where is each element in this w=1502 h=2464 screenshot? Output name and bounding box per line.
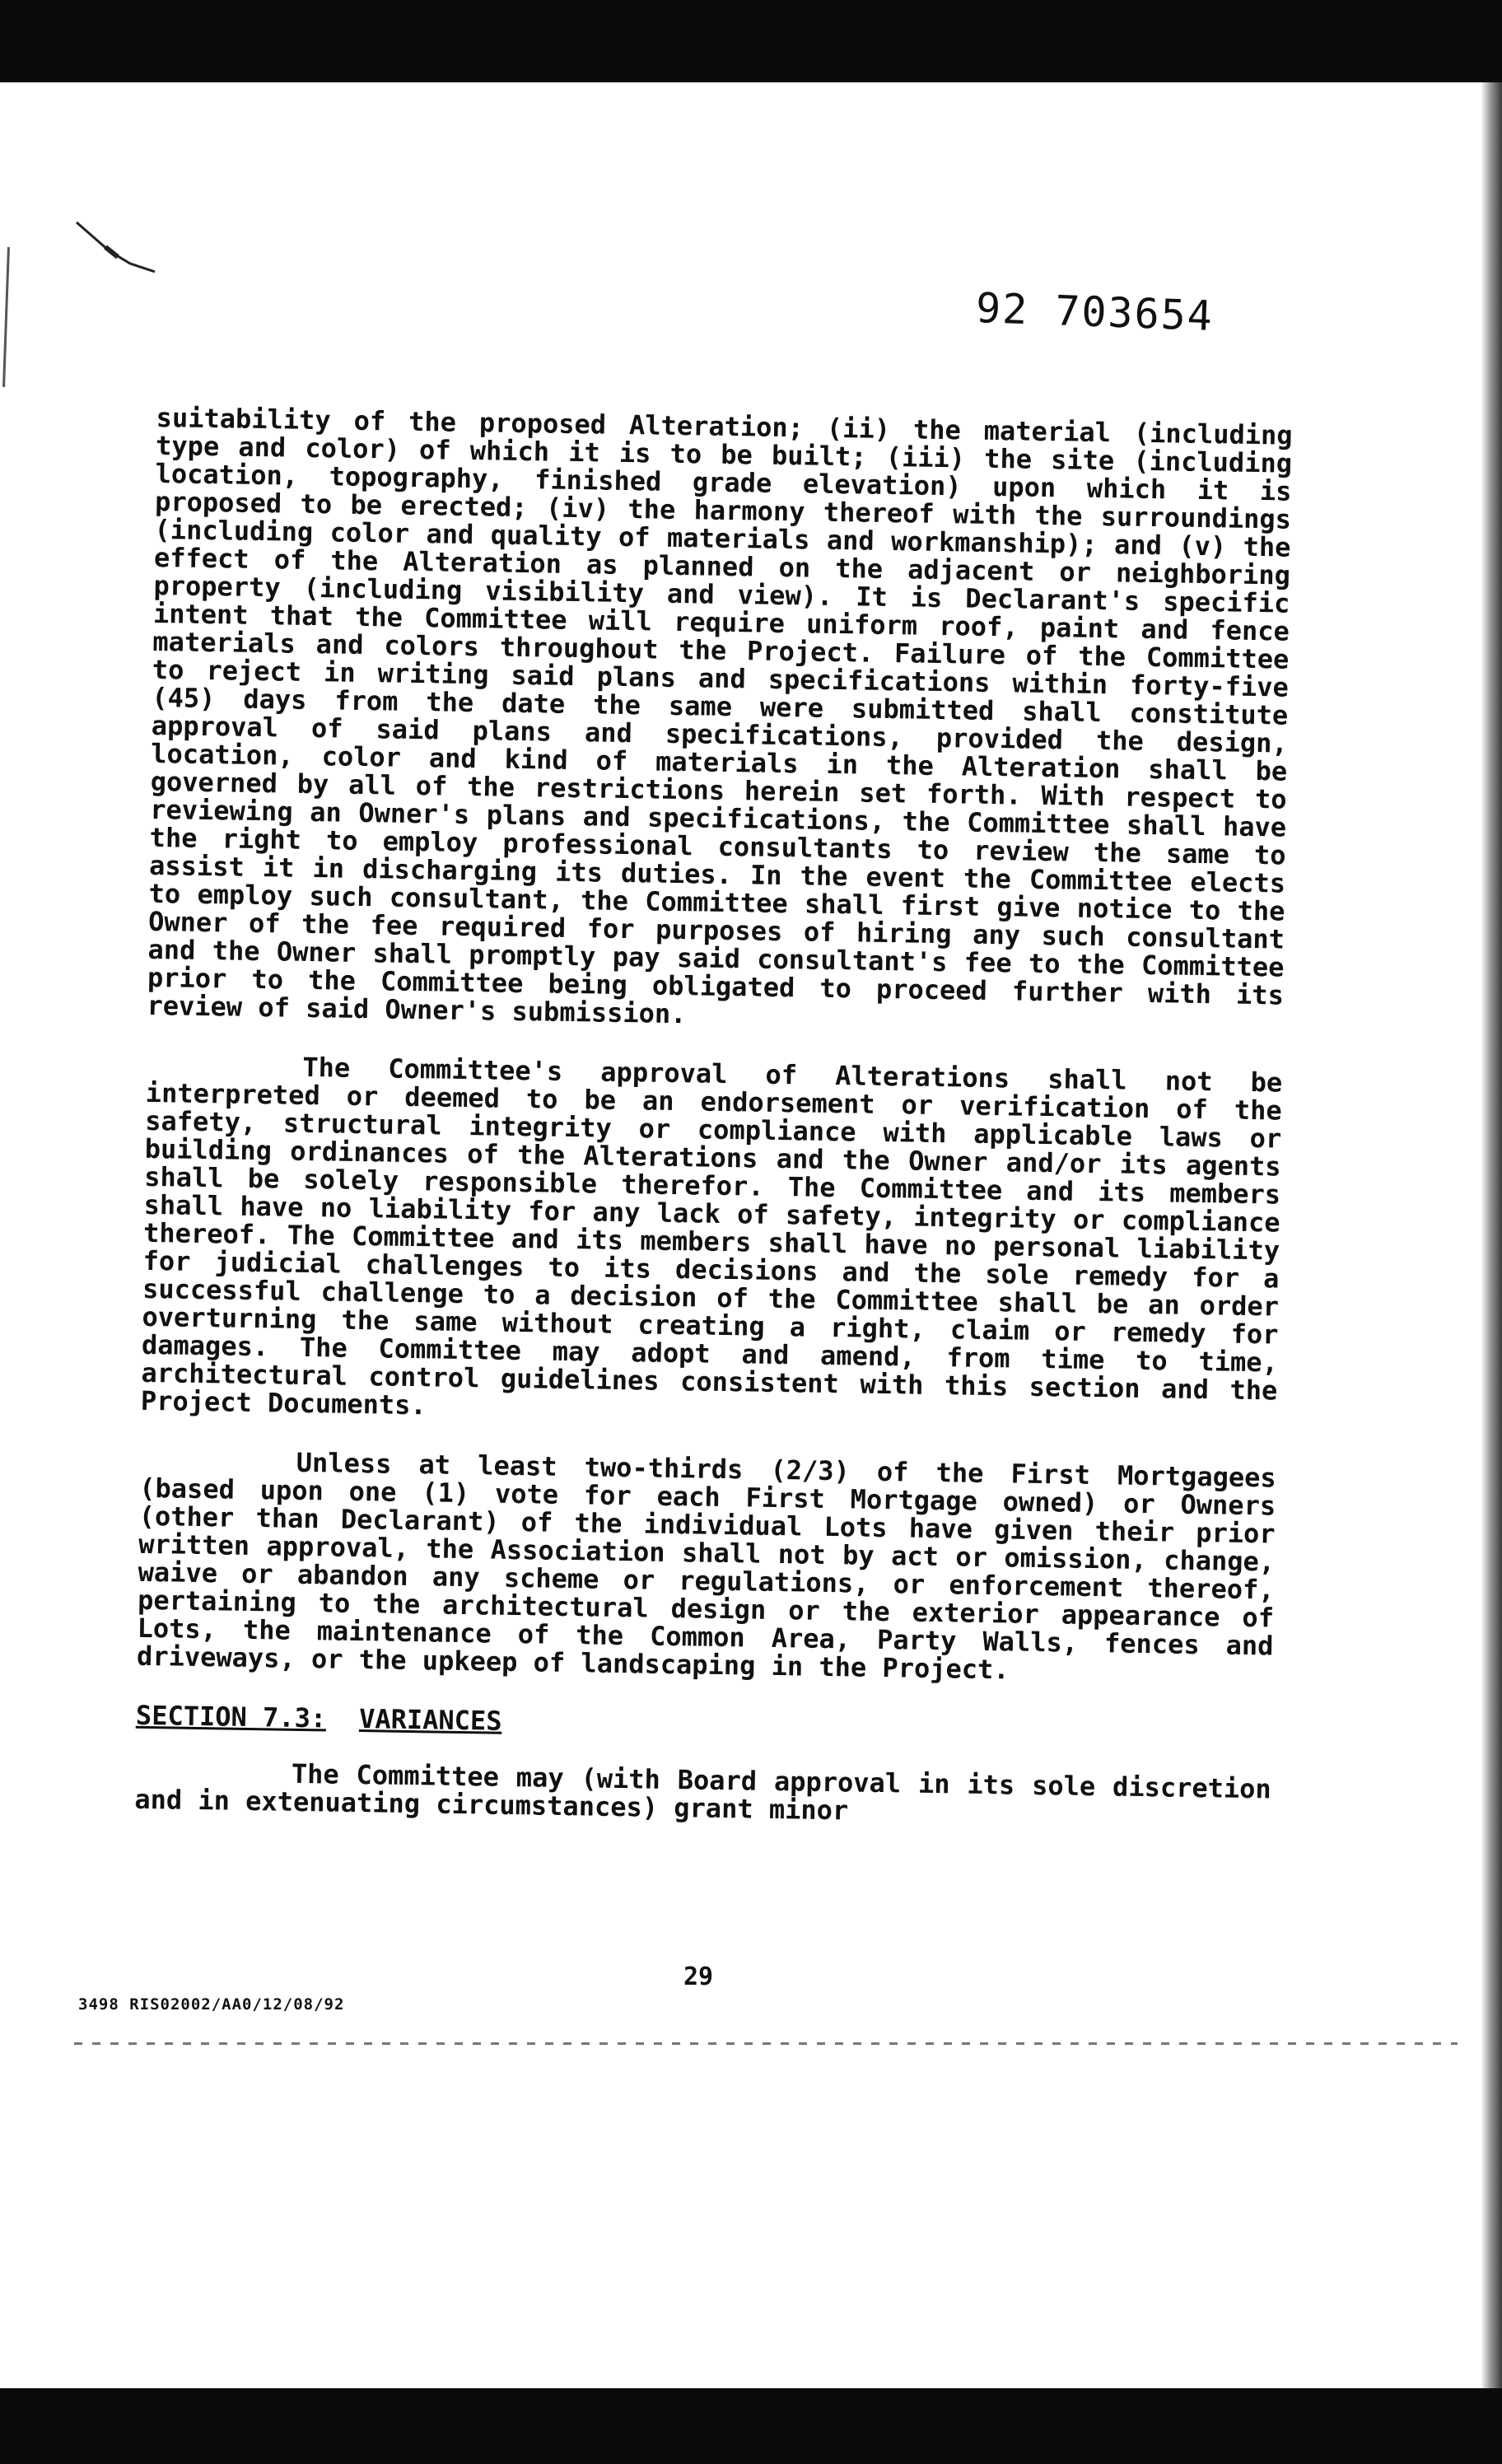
scan-edge-mark xyxy=(2,247,10,387)
recording-number: 92 703654 xyxy=(975,283,1215,341)
scan-dotted-rule xyxy=(74,2042,1458,2045)
section-number: SECTION 7.3: xyxy=(135,1699,327,1734)
paragraph-committee-approval: The Committee's approval of Alterations shall not be interpreted or deemed to be an endorsement or verification of the safety, structural integrity or compliance with applicable laws or building ordinances of the Alterations and the Owner and/or its agents shall be solely responsible therefor. The Committee and its members shall have no liability for any lack of safety, integrity or compliance thereof. The Committee and its members shall have no personal liability for judicial challenges to its decisions and the sole remedy for a successful challenge to a decision of the Committee shall be an order overturning the same without creating a right, claim or remedy for damages. The Committee may adopt and amend, from time to time, architectural control guidelines consistent with this section and the Project Documents. xyxy=(140,1051,1283,1421)
paragraph-variances: The Committee may (with Board approval in its sole discretion and in extenuating circumstances) grant minor xyxy=(134,1757,1272,1827)
scan-border-right xyxy=(1481,82,1502,2388)
scan-border-bottom xyxy=(0,2388,1502,2464)
scan-border-top xyxy=(0,0,1502,82)
section-title: VARIANCES xyxy=(358,1703,502,1737)
paragraph-mortgagee-approval: Unless at least two-thirds (2/3) of the First Mortgagees (based upon one (1) vote for each First Mortgage owned) or Owners (other than Declarant) of the individual Lots have given their prior written approval, the Association shall not by act or omission, change, waive or abandon any scheme or regulations, or enforcement thereof, pertaining to the architectural design or the exterior appearance of Lots, the maintenance of the Common Area, Party Walls, fences and driveways, or the upkeep of landscaping in the Project. xyxy=(136,1446,1276,1686)
document-code: 3498 RIS02002/AA0/12/08/92 xyxy=(78,1995,345,2014)
document-body xyxy=(134,404,1293,1831)
paragraph-continued: suitability of the proposed Alteration; (ii) the material (including type and color) of which it is to be built; (iii) the site (including location, topography, finished grade elevation) upon which it is proposed to be erected; (iv) the harmony thereof with the surroundings (including color and quality of materials and workmanship); and (v) the effect of the Alteration as planned on the adjacent or neighboring property (including visibility and view). It is Declarant's specific intent that the Committee will require uniform roof, paint and fence materials and colors throughout the Project. Failure of the Committee to reject in writing said plans and specifications within forty-five (45) days from the date the same were submitted shall constitute approval of said plans and specifications, provided the design, location, color and kind of materials in the Alteration shall be governed by all of the restrictions herein set forth. With respect to reviewing an Owner's plans and specifications, the Committee shall have the right to employ professional consultants to review the same to assist it in discharging its duties. In the event the Committee elects to employ such consultant, the Committee shall first give notice to the Owner of the fee required for purposes of hiring any such consultant and the Owner shall promptly pay said consultant's fee to the Committee prior to the Committee being obligated to proceed further with its review of said Owner's submission. xyxy=(147,402,1293,1030)
page-number: 29 xyxy=(683,1962,714,1991)
staple-mark-icon xyxy=(72,206,155,288)
